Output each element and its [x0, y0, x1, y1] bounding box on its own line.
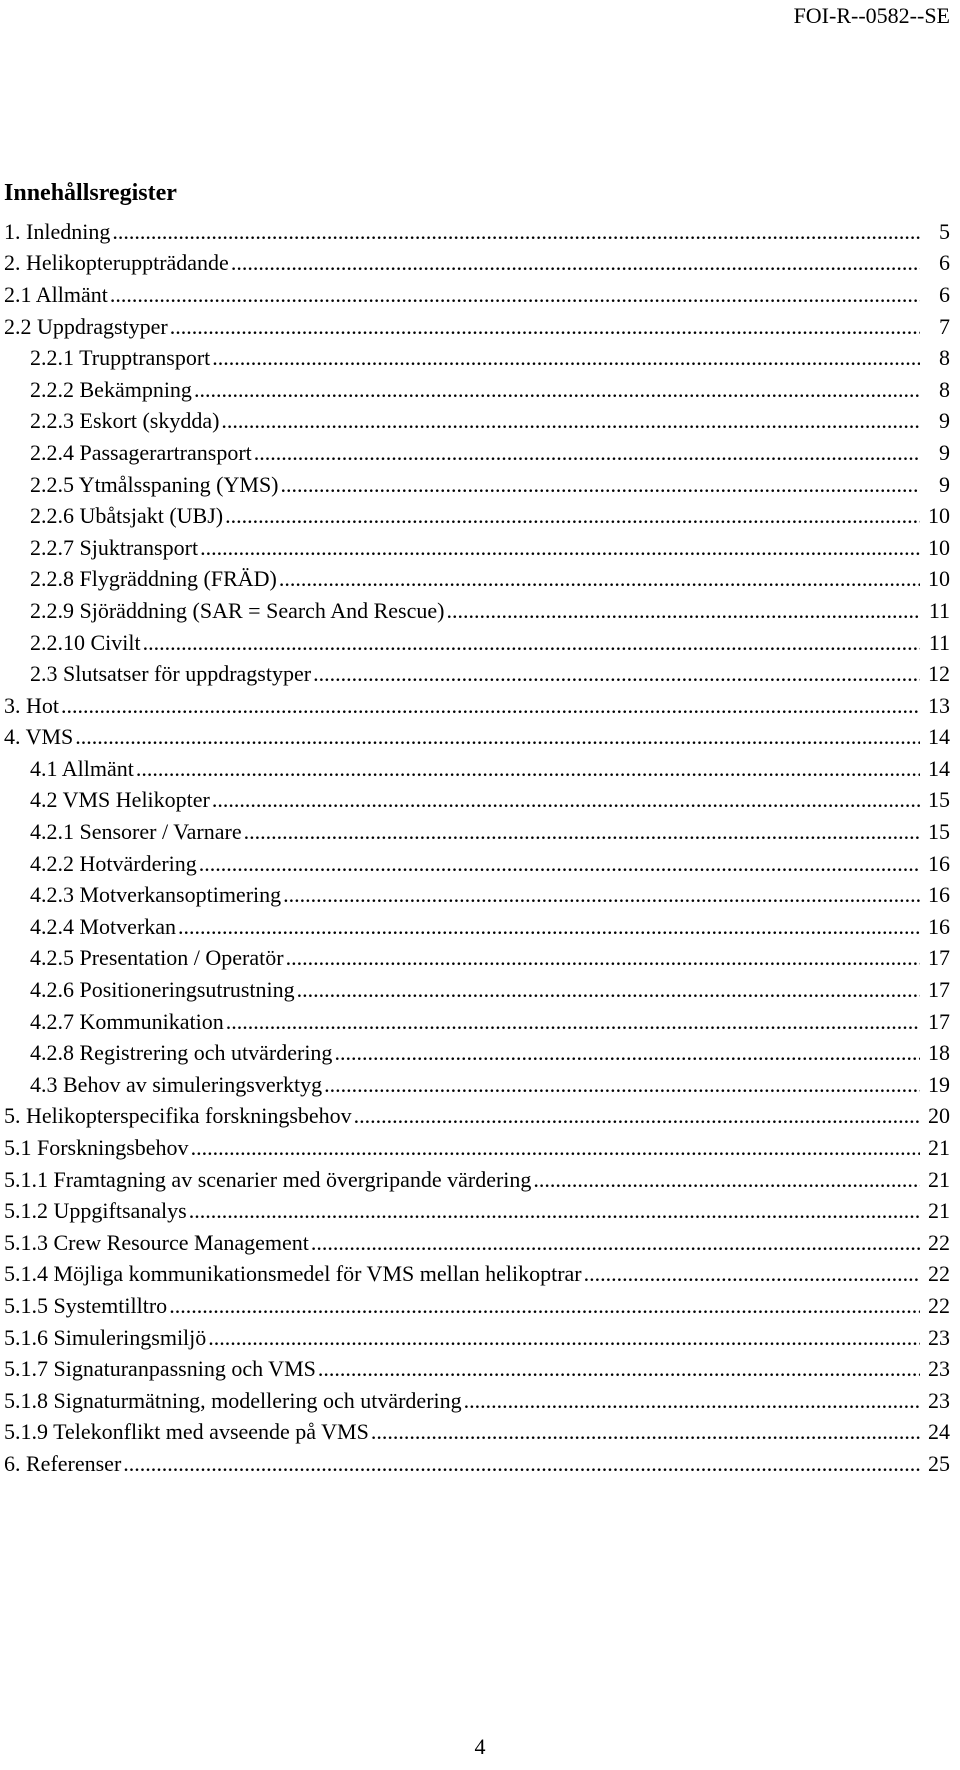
toc-entry-title: 5.1.6 Simuleringsmiljö — [4, 1324, 207, 1350]
toc-dot-leader — [446, 598, 920, 624]
toc-entry-title: 5.1.3 Crew Resource Management — [4, 1229, 309, 1255]
toc-entry[interactable] — [0, 1353, 960, 1385]
toc-dot-leader — [143, 630, 920, 656]
toc-entry-title: 4.2.2 Hotvärdering — [30, 850, 197, 876]
toc-entry-title: 4.2.6 Positioneringsutrustning — [30, 977, 295, 1003]
toc-dot-leader — [231, 250, 920, 276]
toc-entry-title: 4.1 Allmänt — [30, 755, 134, 781]
toc-entry-page: 13 — [928, 692, 950, 718]
toc-entry-title: 5.1.4 Möjliga kommunikationsmedel för VMS mellan helikoptrar — [4, 1261, 582, 1287]
toc-entry-title: 4.2 VMS Helikopter — [30, 787, 210, 813]
toc-entry-title: 5.1.2 Uppgiftsanalys — [4, 1198, 187, 1224]
toc-entry[interactable] — [0, 911, 960, 943]
toc-entry[interactable] — [0, 311, 960, 343]
toc-dot-leader — [123, 1451, 920, 1477]
toc-entry-page: 5 — [939, 218, 950, 244]
toc-dot-leader — [221, 408, 920, 434]
toc-entry-title: 2.2.8 Flygräddning (FRÄD) — [30, 566, 277, 592]
toc-entry[interactable] — [0, 1259, 960, 1291]
toc-entry[interactable] — [0, 974, 960, 1006]
toc-dot-leader — [212, 787, 920, 813]
toc-entry-title: 4. VMS — [4, 724, 74, 750]
toc-entry-title: 4.2.8 Registrering och utvärdering — [30, 1040, 333, 1066]
toc-entry-title: 2.2.3 Eskort (skydda) — [30, 408, 220, 434]
toc-entry[interactable] — [0, 216, 960, 248]
document-reference: FOI-R--0582--SE — [793, 3, 950, 28]
toc-dot-leader — [136, 756, 920, 782]
toc-entry[interactable] — [0, 816, 960, 848]
toc-dot-leader — [334, 1040, 920, 1066]
toc-dot-leader — [371, 1419, 920, 1445]
toc-entry[interactable] — [0, 469, 960, 501]
toc-entry[interactable] — [0, 1448, 960, 1480]
toc-entry[interactable] — [0, 406, 960, 438]
toc-entry[interactable] — [0, 722, 960, 754]
toc-entry[interactable] — [0, 248, 960, 280]
toc-entry-page: 15 — [928, 819, 950, 845]
toc-entry-title: 2.2.9 Sjöräddning (SAR = Search And Rescue) — [30, 597, 445, 623]
toc-entry[interactable] — [0, 690, 960, 722]
toc-dot-leader — [354, 1103, 920, 1129]
toc-entry-title: 5.1.5 Systemtilltro — [4, 1292, 168, 1318]
toc-dot-leader — [212, 345, 920, 371]
toc-entry-title: 2.2.10 Civilt — [30, 629, 141, 655]
toc-entry[interactable] — [0, 1227, 960, 1259]
toc-entry-page: 21 — [928, 1166, 950, 1192]
toc-entry[interactable] — [0, 1195, 960, 1227]
toc-entry-title: 2.1 Allmänt — [4, 281, 108, 307]
toc-entry[interactable] — [0, 1385, 960, 1417]
toc-entry-page: 7 — [939, 313, 950, 339]
toc-entry[interactable] — [0, 1101, 960, 1133]
toc-entry-page: 17 — [928, 977, 950, 1003]
toc-dot-leader — [75, 724, 920, 750]
toc-entry[interactable] — [0, 1037, 960, 1069]
toc-entry-page: 8 — [939, 376, 950, 402]
toc-entry-title: 4.2.4 Motverkan — [30, 913, 177, 939]
toc-entry-page: 10 — [928, 566, 950, 592]
toc-dot-leader — [286, 945, 920, 971]
toc-dot-leader — [189, 1198, 920, 1224]
toc-entry-title: 1. Inledning — [4, 218, 111, 244]
toc-entry[interactable] — [0, 1417, 960, 1449]
toc-entry[interactable] — [0, 595, 960, 627]
toc-dot-leader — [191, 1135, 920, 1161]
toc-entry[interactable] — [0, 1132, 960, 1164]
toc-entry-page: 9 — [939, 439, 950, 465]
toc-dot-leader — [178, 914, 920, 940]
toc-entry[interactable] — [0, 1290, 960, 1322]
toc-entry-page: 22 — [928, 1229, 950, 1255]
toc-entry-page: 10 — [928, 534, 950, 560]
toc-entry-page: 20 — [928, 1103, 950, 1129]
toc-entry-page: 6 — [939, 250, 950, 276]
toc-entry-title: 2.2 Uppdragstyper — [4, 313, 168, 339]
toc-dot-leader — [297, 977, 920, 1003]
page-number: 4 — [474, 1734, 486, 1759]
toc-entry-page: 24 — [928, 1419, 950, 1445]
toc-dot-leader — [281, 472, 920, 498]
toc-entry-page: 15 — [928, 787, 950, 813]
toc-entry[interactable] — [0, 848, 960, 880]
toc-entry-page: 18 — [928, 1040, 950, 1066]
toc-dot-leader — [226, 1009, 920, 1035]
toc-entry-page: 17 — [928, 945, 950, 971]
toc-entry-title: 3. Hot — [4, 692, 59, 718]
toc-entry-title: 5.1.7 Signaturanpassning och VMS — [4, 1356, 316, 1382]
toc-dot-leader — [169, 1293, 920, 1319]
toc-entry-page: 10 — [928, 503, 950, 529]
toc-entry[interactable] — [0, 1322, 960, 1354]
toc-entry-page: 21 — [928, 1135, 950, 1161]
toc-entry[interactable] — [0, 627, 960, 659]
toc-entry[interactable] — [0, 564, 960, 596]
toc-dot-leader — [311, 1230, 920, 1256]
toc-entry-title: 5.1 Forskningsbehov — [4, 1135, 189, 1161]
toc-entry-page: 19 — [928, 1071, 950, 1097]
toc-entry[interactable] — [0, 1069, 960, 1101]
toc-entry[interactable] — [0, 1006, 960, 1038]
toc-dot-leader — [61, 693, 920, 719]
toc-entry-title: 5.1.9 Telekonflikt med avseende på VMS — [4, 1419, 369, 1445]
toc-dot-leader — [313, 661, 920, 687]
toc-entry-title: 2.2.2 Bekämpning — [30, 376, 192, 402]
toc-dot-leader — [318, 1356, 920, 1382]
toc-dot-leader — [112, 219, 920, 245]
toc-entry-page: 25 — [928, 1450, 950, 1476]
toc-entry-title: 5. Helikopterspecifika forskningsbehov — [4, 1103, 352, 1129]
toc-entry-page: 12 — [928, 661, 950, 687]
toc-entry-page: 8 — [939, 345, 950, 371]
toc-dot-leader — [170, 314, 920, 340]
toc-entry-title: 5.1.8 Signaturmätning, modellering och utvärdering — [4, 1387, 462, 1413]
toc-dot-leader — [110, 282, 920, 308]
toc-entry-page: 14 — [928, 724, 950, 750]
toc-list — [0, 216, 960, 1480]
toc-entry-title: 6. Referenser — [4, 1450, 122, 1476]
toc-dot-leader — [254, 440, 920, 466]
toc-entry-title: 4.2.7 Kommunikation — [30, 1008, 224, 1034]
toc-entry-title: 5.1.1 Framtagning av scenarier med övergripande värdering — [4, 1166, 532, 1192]
toc-entry-page: 23 — [928, 1387, 950, 1413]
toc-entry-page: 22 — [928, 1261, 950, 1287]
toc-dot-leader — [279, 566, 920, 592]
toc-entry-page: 17 — [928, 1008, 950, 1034]
toc-dot-leader — [244, 819, 920, 845]
toc-entry-page: 6 — [939, 281, 950, 307]
toc-dot-leader — [464, 1388, 920, 1414]
toc-entry-page: 9 — [939, 408, 950, 434]
toc-entry[interactable] — [0, 879, 960, 911]
toc-entry-page: 11 — [928, 629, 950, 655]
toc-dot-leader — [208, 1325, 920, 1351]
toc-entry-title: 4.3 Behov av simuleringsverktyg — [30, 1071, 323, 1097]
toc-dot-leader — [199, 851, 920, 877]
toc-entry-title: 4.2.5 Presentation / Operatör — [30, 945, 284, 971]
toc-title: Innehållsregister — [4, 180, 177, 206]
toc-entry[interactable] — [0, 532, 960, 564]
toc-entry[interactable] — [0, 500, 960, 532]
toc-entry-title: 2. Helikopteruppträdande — [4, 250, 229, 276]
toc-dot-leader — [324, 1072, 920, 1098]
toc-entry-page: 9 — [939, 471, 950, 497]
toc-entry-title: 2.3 Slutsatser för uppdragstyper — [30, 661, 312, 687]
toc-entry[interactable] — [0, 279, 960, 311]
toc-entry[interactable] — [0, 342, 960, 374]
toc-dot-leader — [533, 1167, 920, 1193]
toc-dot-leader — [283, 882, 920, 908]
toc-entry-title: 2.2.4 Passagerartransport — [30, 439, 252, 465]
toc-entry-page: 22 — [928, 1292, 950, 1318]
toc-entry[interactable] — [0, 437, 960, 469]
toc-entry-title: 2.2.7 Sjuktransport — [30, 534, 199, 560]
toc-entry-page: 11 — [928, 597, 950, 623]
toc-entry[interactable] — [0, 1164, 960, 1196]
toc-entry-title: 4.2.3 Motverkansoptimering — [30, 882, 282, 908]
toc-dot-leader — [584, 1261, 920, 1287]
toc-entry-page: 16 — [928, 913, 950, 939]
toc-entry[interactable] — [0, 943, 960, 975]
toc-dot-leader — [200, 535, 920, 561]
toc-entry[interactable] — [0, 753, 960, 785]
toc-entry[interactable] — [0, 374, 960, 406]
toc-dot-leader — [225, 503, 920, 529]
toc-entry-page: 14 — [928, 755, 950, 781]
toc-entry[interactable] — [0, 658, 960, 690]
toc-entry-page: 23 — [928, 1324, 950, 1350]
toc-entry-title: 2.2.5 Ytmålsspaning (YMS) — [30, 471, 279, 497]
toc-entry-page: 21 — [928, 1198, 950, 1224]
toc-entry-page: 23 — [928, 1356, 950, 1382]
toc-entry-title: 4.2.1 Sensorer / Varnare — [30, 819, 242, 845]
toc-entry-title: 2.2.1 Trupptransport — [30, 345, 211, 371]
toc-entry[interactable] — [0, 785, 960, 817]
toc-entry-page: 16 — [928, 882, 950, 908]
toc-dot-leader — [194, 377, 920, 403]
toc-entry-title: 2.2.6 Ubåtsjakt (UBJ) — [30, 503, 224, 529]
toc-entry-page: 16 — [928, 850, 950, 876]
